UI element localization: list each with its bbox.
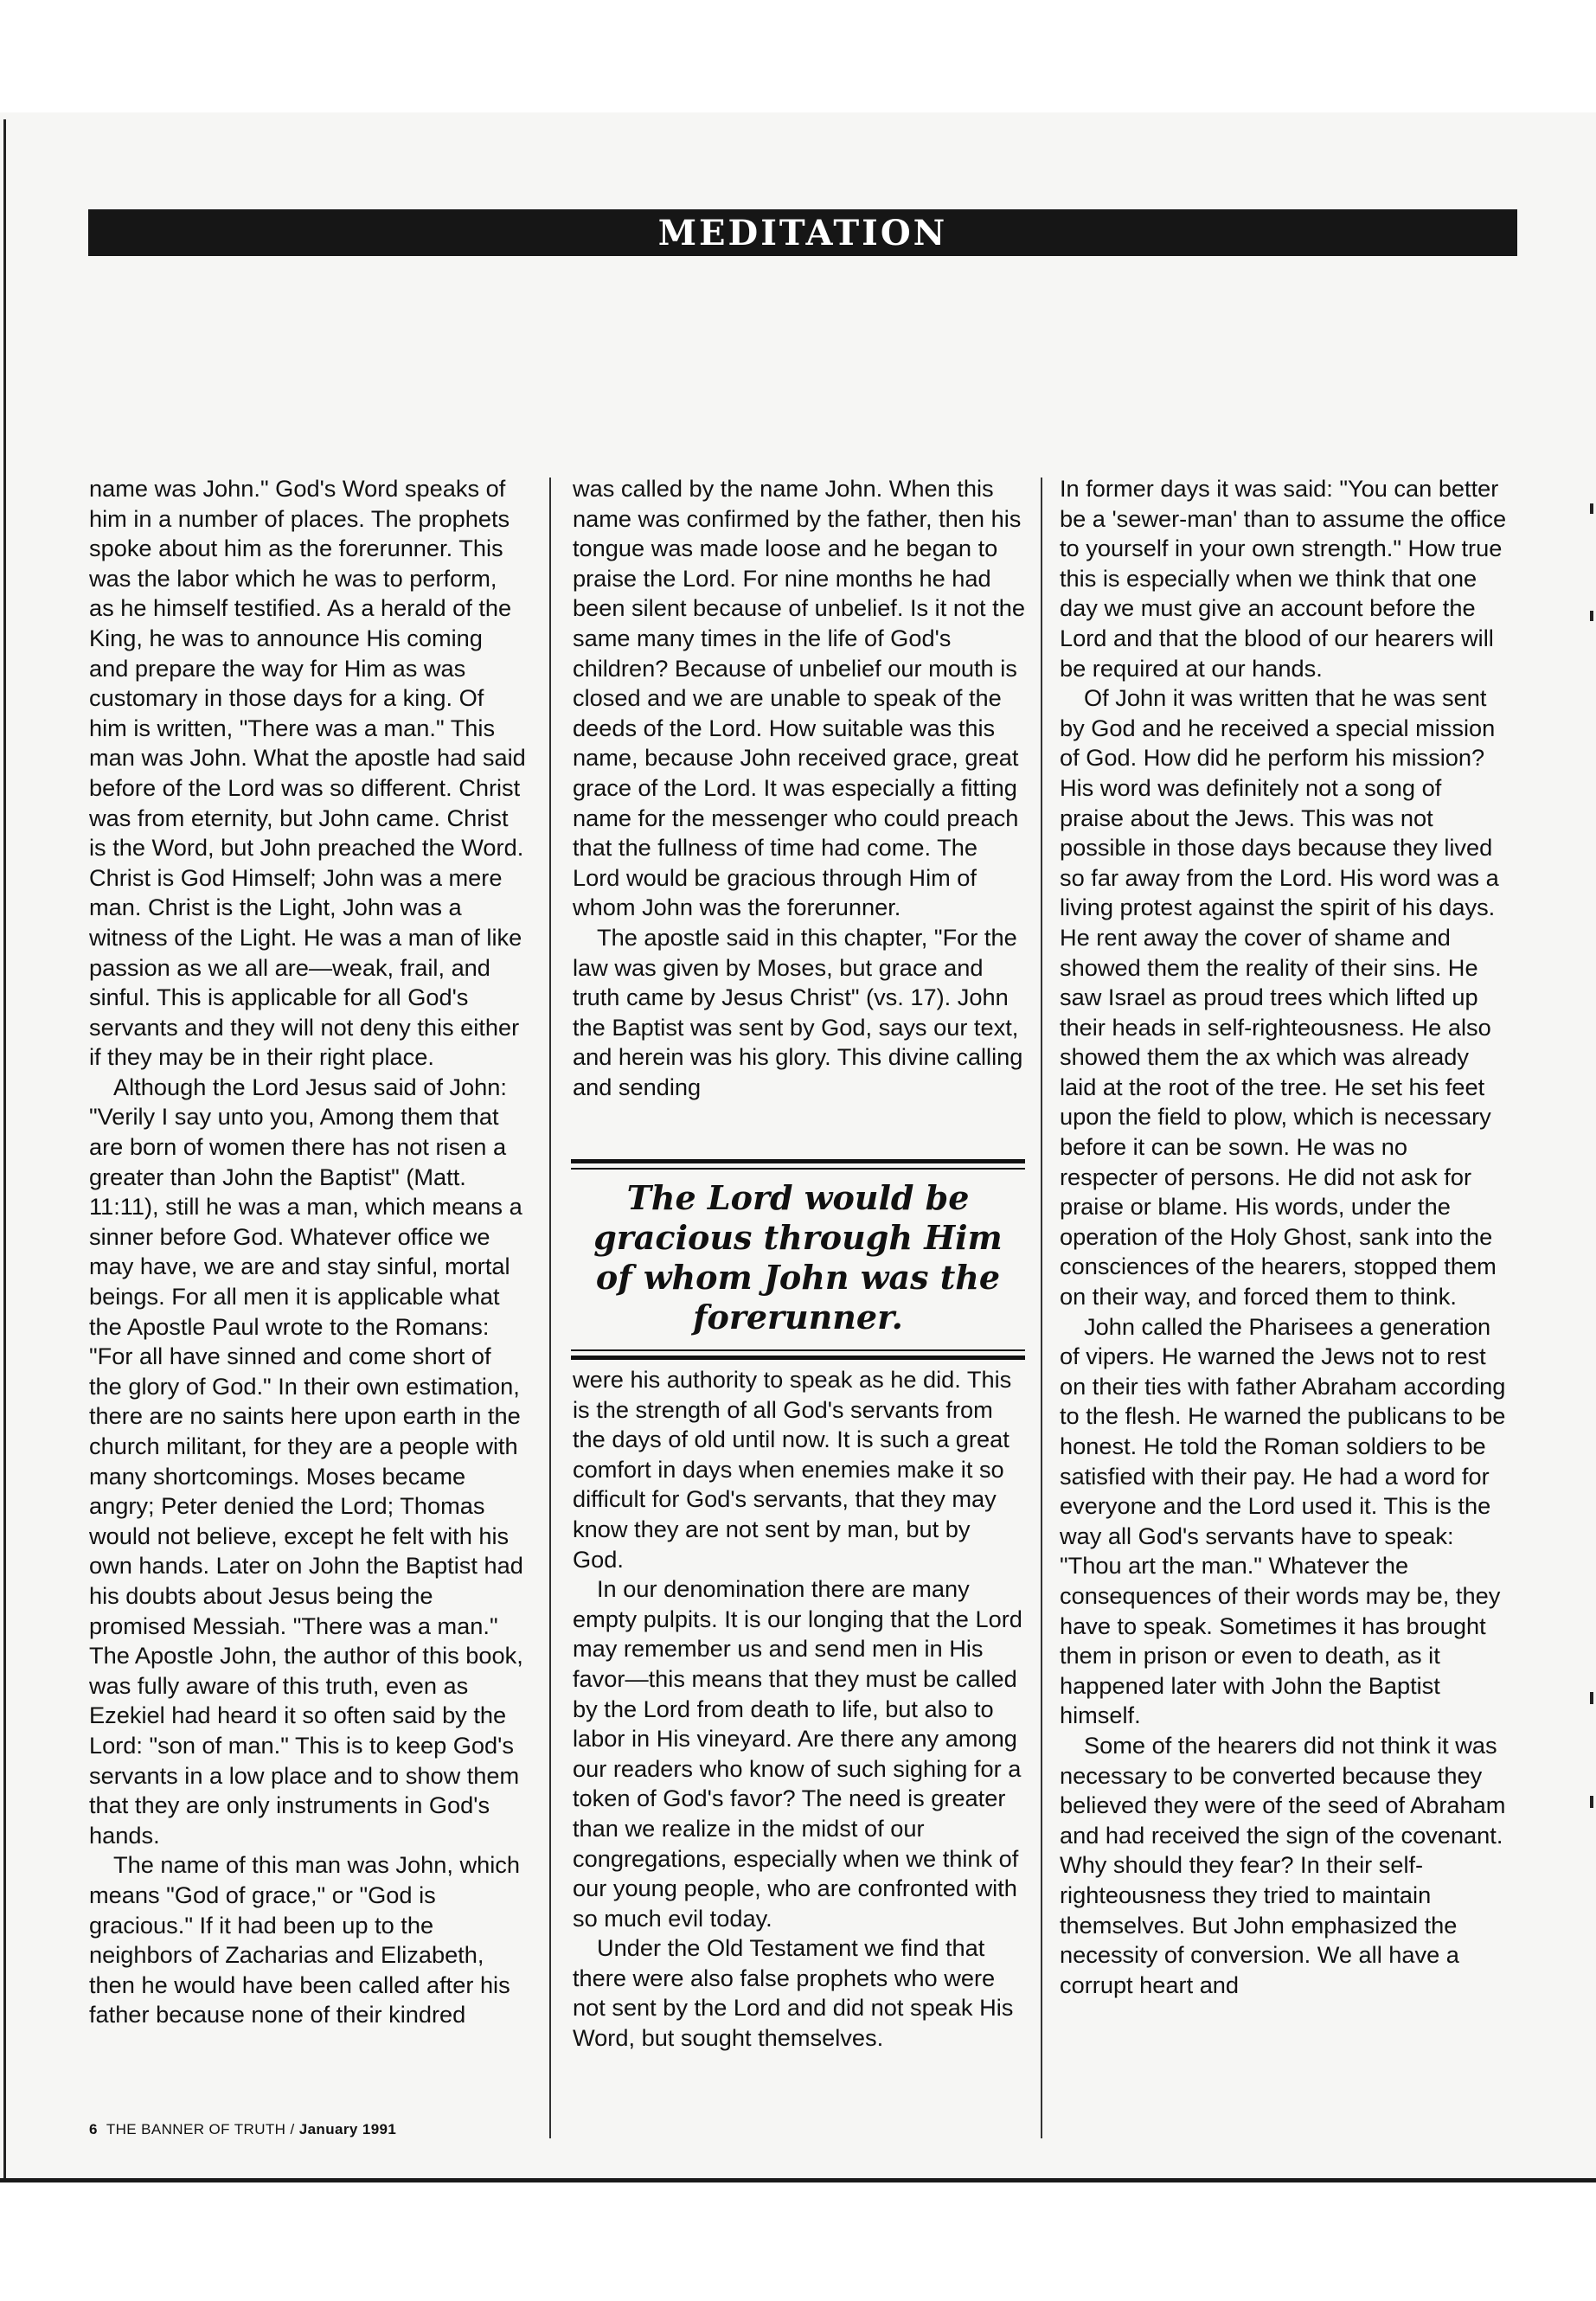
paragraph: The apostle said in this chapter, "For the law was given by Moses, but grace and truth came by Jesus Christ" (vs. 17). John the Baptist was sent by God, says our text, and herein was his glory. This divine calling and sending [573,923,1023,1100]
column-divider [549,478,551,2138]
column-2-lower [573,1365,1025,2054]
left-page-edge [3,119,6,2178]
edge-mark [1590,1692,1593,1704]
pull-quote-box [571,1159,1025,1360]
column-1 [89,474,526,2030]
paragraph: were his authority to speak as he did. This is the strength of all God's servants from the days of old until now. It is such a great comfort in days when enemies make it so difficult for God's servants, that they may know they are not sent by man, but by God. [573,1366,1012,1573]
section-banner [88,209,1517,256]
paragraph: In former days it was said: "You can better be a 'sewer-man' than to assume the office to yourself in your own strength." How true this is especially when we think that one day we must give an account before the Lord and that the blood of our hearers will be required at our hands. [1060,475,1507,682]
pull-quote: The Lord would be gracious through Him of whom John was the forerunner. [593,1178,1003,1336]
edge-mark [1590,503,1593,514]
pull-quote-bottom-rule [571,1349,1025,1360]
paragraph: In our denomination there are many empty pulpits. It is our longing that the Lord may remember us and send men in His favor—this means that they must be called by the Lord from death to life, but also to labor in His vineyard. Are there any among our readers who know of such sighing for a token of God's favor? The need is greater than we realize in the midst of our congregations, especially when we think of our young people, who are confronted with so much evil today. [573,1575,1022,1932]
edge-mark [1590,1796,1593,1808]
page-footer [89,2121,396,2138]
section-title: MEDITATION [657,212,948,253]
top-margin [0,0,1596,112]
column-3 [1060,474,1509,2000]
bottom-margin [0,2182,1596,2301]
edge-mark [1590,611,1593,621]
issue-date: January 1991 [298,2121,397,2138]
publication-name: THE BANNER OF TRUTH [106,2121,286,2138]
column-2-upper [573,474,1025,1102]
column-divider [1041,478,1042,2138]
page-number: 6 [89,2121,98,2138]
paragraph: The name of this man was John, which means "God of grace," or "God is gracious." If it had been up to the neighbors of Zacharias and Elizabeth, then he would have been called after his father because none of their kindred [89,1851,520,2029]
paragraph: Although the Lord Jesus said of John: "Verily I say unto you, Among them that are born of women there has not risen a greater than John the Baptist" (Matt. 11:11), still he was a man, which means a sinner before God. Whatever office we may have, we are and stay sinful, mortal beings. For all men it is applicable what the Apostle Paul wrote to the Romans: "For all have sinned and come short of the glory of God." In their own estimation, there are no saints here upon earth in the church militant, for they are a people with many shortcomings. Moses became angry; Peter denied the Lord; Thomas would not believe, except he felt with his own hands. Later on John the Baptist had his doubts about Jesus being the promised Messiah. "There was a man." The Apostle John, the author of this book, was fully aware of this truth, even as Ezekiel had heard it so often said by the Lord: "son of man." This is to keep God's servants in a low place and to show them that they are only instruments in God's hands. [89,1073,523,1849]
paragraph: Under the Old Testament we find that there were also false prophets who were not sent by the Lord and did not speak His Word, but sought themselves. [573,1934,1014,2052]
paragraph: Of John it was written that he was sent by God and he received a special mission of God. How did he perform his mission? His word was definitely not a song of praise about the Jews. This was not possible in those days because they lived so far away from the Lord. His word was a living protest against the spirit of his days. He rent away the cover of shame and showed them the reality of their sins. He saw Israel as proud trees which lifted up their heads in self-righteousness. He also showed them the ax which was already laid at the root of the tree. He set his feet upon the field to plow, which is necessary before it can be sown. He was no respecter of persons. He did not ask for praise or blame. His words, under the operation of the Holy Ghost, sank into the consciences of the hearers, stopped them on their way, and forced them to think. [1060,684,1499,1311]
paragraph: John called the Pharisees a generation of vipers. He warned the Jews not to rest on their ties with father Abraham according to the flesh. He warned the publicans to be honest. He told the Roman soldiers to be satisfied with their pay. He had a word for everyone and the Lord used it. This is the way all God's servants have to speak: "Thou art the man." Whatever the consequences of their words may be, they have to speak. Sometimes it has brought them in prison or even to death, as it happened later with John the Baptist himself. [1060,1312,1506,1729]
pull-quote-top-rule [571,1159,1025,1170]
paragraph: name was John." God's Word speaks of him in a number of places. The prophets spoke about him as the forerunner. This was the labor which he was to perform, as he himself testified. As a herald of the King, he was to announce His coming and prepare the way for Him as was customary in those days for a king. Of him is written, "There was a man." This man was John. What the apostle had said before of the Lord was so different. Christ was from eternity, but John came. Christ is the Word, but John preached the Word. Christ is God Himself; John was a mere man. Christ is the Light, John was a witness of the Light. He was a man of like passion as we all are—weak, frail, and sinful. This is applicable for all God's servants and they will not deny this either if they may be in their right place. [89,475,526,1071]
paragraph: Some of the hearers did not think it was necessary to be converted because they believed they were of the seed of Abraham and had received the sign of the covenant. Why should they fear? In their self-righteousness they tried to maintain themselves. But John emphasized the necessity of conversion. We all have a corrupt heart and [1060,1731,1506,1998]
footer-separator: / [290,2121,299,2138]
paragraph: was called by the name John. When this name was confirmed by the father, then his tongue was made loose and he began to praise the Lord. For nine months he had been silent because of unbelief. Is it not the same many times in the life of God's children? Because of unbelief our mouth is closed and we are unable to speak of the deeds of the Lord. How suitable was this name, because John received grace, great grace of the Lord. It was especially a fitting name for the messenger who could preach that the fullness of time had come. The Lord would be gracious through Him of whom John was the forerunner. [573,475,1025,921]
